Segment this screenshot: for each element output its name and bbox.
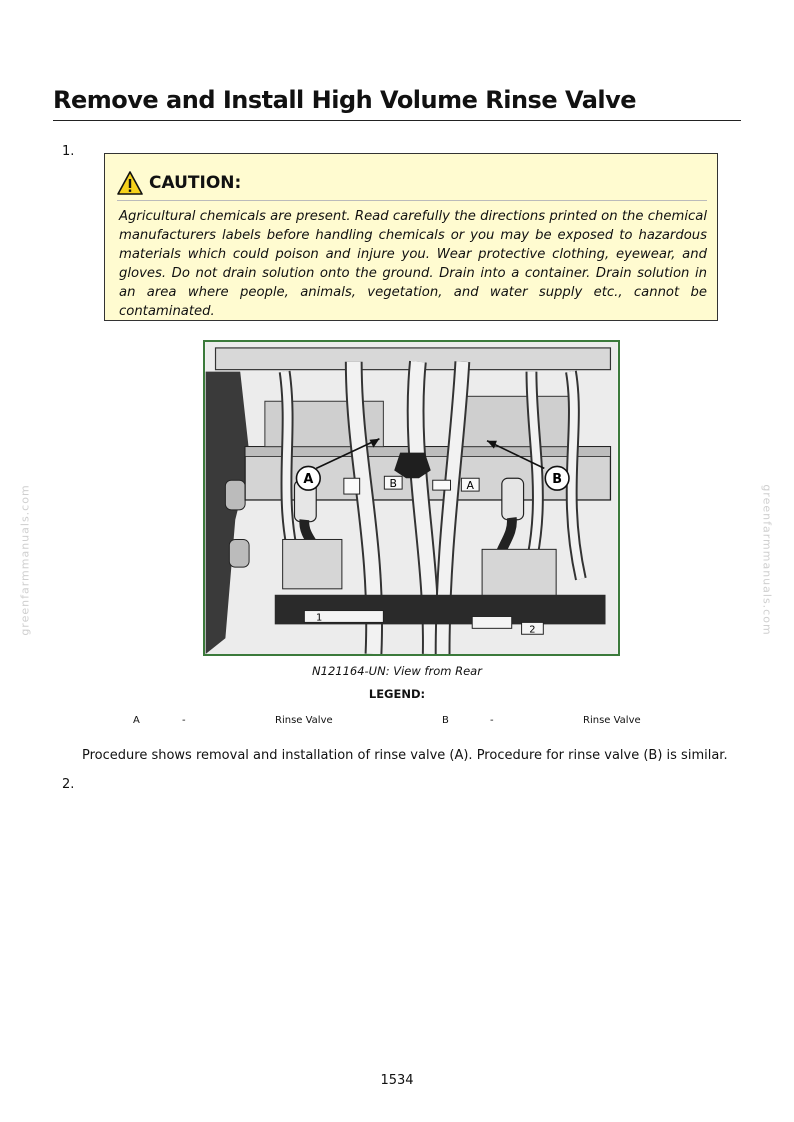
watermark-left: greenfarmmanuals.com: [18, 484, 32, 636]
step-number-2: 2.: [62, 777, 75, 792]
legend-title: LEGEND:: [368, 687, 426, 701]
figure-caption: N121164-UN: View from Rear: [312, 664, 482, 678]
rinse-valve-illustration: [205, 342, 618, 654]
legend-value-a: Rinse Valve: [275, 715, 333, 726]
callout-b: B: [552, 472, 563, 488]
watermark-right: greenfarmmanuals.com: [760, 484, 774, 636]
warning-triangle-icon: [117, 171, 143, 195]
rinse-valve-figure: [203, 340, 620, 656]
page-title: Remove and Install High Volume Rinse Valve: [53, 86, 741, 121]
procedure-note: Procedure shows removal and installation of rinse valve (A). Procedure for rinse valve (B) is similar.: [82, 748, 728, 763]
legend-value-b: Rinse Valve: [583, 715, 641, 726]
plate-label-b: B: [389, 477, 397, 491]
legend-key-b: B: [442, 715, 449, 726]
caution-header: [117, 166, 707, 201]
plate-label-a: A: [466, 479, 474, 493]
caution-label: CAUTION:: [149, 173, 242, 193]
caution-box: [104, 153, 718, 321]
page-number: 1534: [380, 1073, 414, 1088]
plate-label-1: 1: [316, 612, 323, 624]
caution-text: Agricultural chemicals are present. Read carefully the directions printed on the chemical manufacturers labels before handling chemicals or you may be exposed to hazardous materials which could poison and injure you. Wear protective clothing, eyewear, and gloves. Do not drain solution onto the ground. Drain into a container. Drain solution in an area where people, animals, vegetation, and water supply etc., cannot be contaminated.: [119, 209, 707, 319]
legend-dash-b: -: [490, 715, 494, 726]
callout-a: A: [303, 472, 314, 488]
plate-label-2: 2: [529, 624, 536, 636]
legend-dash-a: -: [182, 715, 186, 726]
step-number-1: 1.: [62, 144, 75, 159]
legend-key-a: A: [133, 715, 140, 726]
